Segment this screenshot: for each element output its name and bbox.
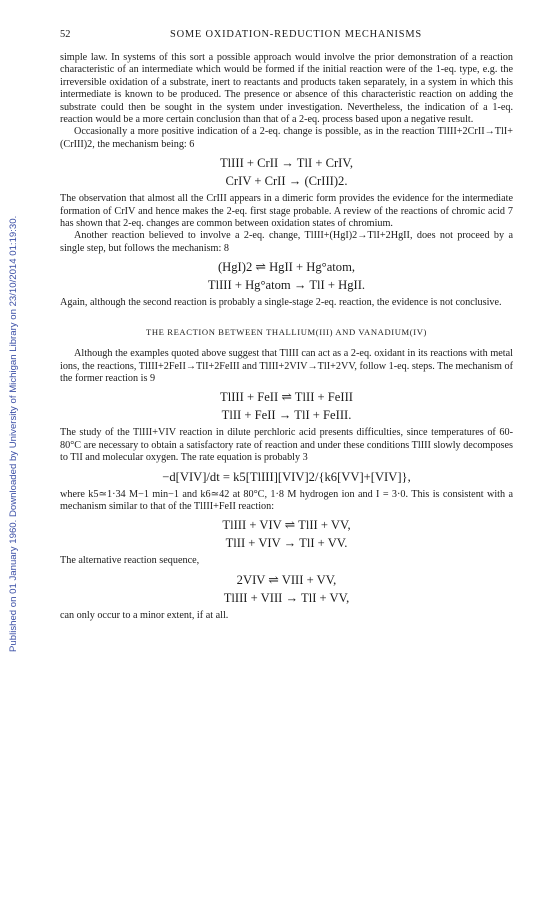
alternative-sequence-equations bbox=[60, 572, 513, 606]
equation-alt1: 2VIV ⇌ VIII + VV, bbox=[236, 572, 337, 587]
download-notice: Published on 01 January 1960. Downloaded by University of Michigan Library on 23/10/2014 01:19:30. bbox=[8, 215, 19, 652]
equation-v2: TlII + VIV → TlI + VV. bbox=[225, 536, 348, 551]
paragraph-2: Occasionally a more positive indication of a 2-eq. change is possible, as in the reaction TlIII+2CrII→TlI+(CrIII)2, the mechanism being: 6 bbox=[60, 126, 513, 150]
equation-fe2: TlII + FeII → TlI + FeIII. bbox=[221, 408, 352, 423]
paragraph-4: Another reaction believed to involve a 2-eq. change, TlIII+(HgI)2→TlI+2HgII, does not proceed by a single step, but follows the mechanism: 8 bbox=[60, 230, 513, 254]
page-number: 52 bbox=[60, 29, 71, 40]
paragraph-9: The alternative reaction sequence, bbox=[60, 555, 200, 567]
iron-mechanism-equations bbox=[60, 389, 513, 423]
paragraph-1: simple law. In systems of this sort a possible approach would involve the prior demonstration of a reaction characteristic of an intermediate which would be formed if the initial reaction were of the 1-eq. type, e.g. the irreversible oxidation of a substrate, inert to reactants and products taken separately, in a system in which this intermediate is known to be produced. The presence or absence of this characteristic reaction on adding the substrate could then be sought in the system under investigation. Nevertheless, the indication of a 1-eq. reaction would be a more certain conclusion than that of a 2-eq. process based upon a negative result. bbox=[60, 52, 513, 126]
equation-cr1: TlIII + CrII → TlI + CrIV, bbox=[219, 156, 353, 171]
equation-fe1: TlIII + FeII ⇌ TlII + FeIII bbox=[220, 390, 353, 405]
paragraph-3: The observation that almost all the CrIII appears in a dimeric form provides the evidence for the intermediate formation of CrIV and hence makes the 2-eq. first stage probable. A review of the reactions of chromic acid 7 has shown that 2-eq. changes are common between oxidation states of chromium. bbox=[60, 193, 513, 230]
equation-hg1: (HgI)2 ⇌ HgII + Hg°atom, bbox=[217, 260, 356, 275]
section-heading: THE REACTION BETWEEN THALLIUM(III) AND VANADIUM(IV) bbox=[146, 326, 427, 337]
paragraph-6: Although the examples quoted above suggest that TlIII can act as a 2-eq. oxidant in its reactions with metal ions, the reactions, TlIII+2FeII→TlI+2FeIII and TlIII+2VIV→TlI+2VV, follow 1-eq. steps. The mechanism of the former reaction is 9 bbox=[60, 348, 513, 384]
chromium-mechanism-equations bbox=[60, 155, 513, 189]
paragraph-5: Again, although the second reaction is probably a single-stage 2-eq. reaction, the evidence is not conclusive. bbox=[60, 297, 502, 309]
mercury-mechanism-equations bbox=[60, 259, 513, 293]
page-body bbox=[60, 52, 513, 622]
rate-equation bbox=[60, 469, 513, 485]
paragraph-7: The study of the TlIII+VIV reaction in dilute perchloric acid presents difficulties, since temperatures of 60-80°C are necessary to obtain a satisfactory rate of reaction and under these conditions TlIII slowly decomposes to TlI and molecular oxygen. The rate equation is probably 3 bbox=[60, 427, 513, 464]
equation-rate: −d[VIV]/dt = k5[TlIII][VIV]2/{k6[VV]+[VIV]}, bbox=[162, 469, 411, 484]
paragraph-10: can only occur to a minor extent, if at all. bbox=[60, 609, 229, 621]
equation-alt2: TlIII + VIII → TlI + VV, bbox=[223, 590, 350, 605]
equation-hg2: TlIII + Hg°atom → TlI + HgII. bbox=[207, 278, 366, 293]
download-watermark bbox=[6, 0, 20, 911]
paragraph-8: where k5≃1·34 M−1 min−1 and k6≃42 at 80°C, 1·8 M hydrogen ion and I = 3·0. This is consistent with a mechanism similar to that of the TlIII+FeII reaction: bbox=[60, 488, 513, 512]
vanadium-mechanism-equations bbox=[60, 517, 513, 551]
running-title: SOME OXIDATION-REDUCTION MECHANISMS bbox=[170, 29, 422, 40]
equation-cr2: CrIV + CrII → (CrIII)2. bbox=[225, 174, 348, 189]
equation-v1: TlIII + VIV ⇌ TlII + VV, bbox=[222, 518, 351, 533]
